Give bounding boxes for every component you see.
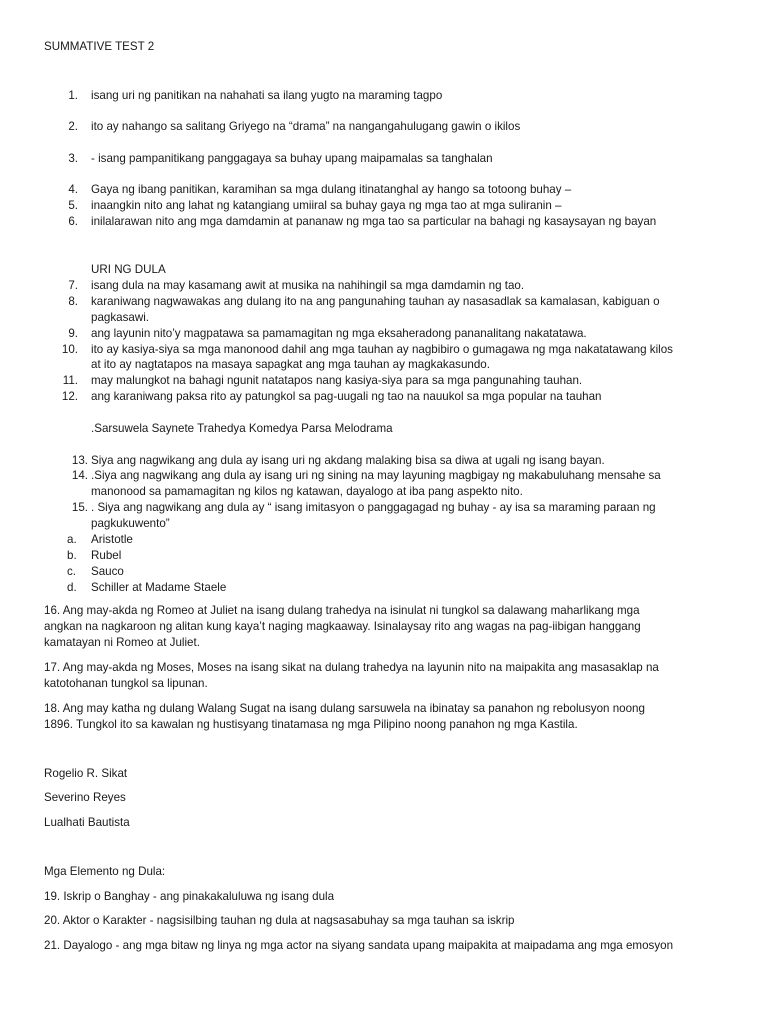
question-text-continued: manonood sa pamamagitan ng kilos ng katawan, dayalogo at iba pang aspekto nito. <box>91 485 523 498</box>
question-number: 3. <box>68 152 78 165</box>
author-name: Rogelio R. Sikat <box>44 767 128 780</box>
question-text: karaniwang nagwawakas ang dulang ito na ang pangunahing tauhan ay nasasadlak sa kamalasan, kabiguan o <box>91 295 660 308</box>
question-text: may malungkot na bahagi ngunit natatapos nang kasiya-siya para sa mga pangunahing tauhan. <box>91 374 583 387</box>
question-text: .Siya ang nagwikang ang dula ay isang uri ng sining na may layuning magbigay ng makabuluhang mensahe sa <box>91 469 661 482</box>
question-number: 10. <box>61 343 78 356</box>
question-number: 15. <box>71 501 88 514</box>
question-number: 13. <box>71 454 88 467</box>
question-text: Siya ang nagwikang ang dula ay isang uri ng akdang malaking bisa sa diwa at ugali ng isang bayan. <box>91 454 605 467</box>
page-title: SUMMATIVE TEST 2 <box>44 40 155 53</box>
paragraph-line: 16. Ang may-akda ng Romeo at Juliet na isang dulang trahedya na isinulat ni tungkol sa dalawang maharlikang mga <box>44 604 640 617</box>
question-number: 12. <box>61 390 78 403</box>
element-item: 21. Dayalogo - ang mga bitaw ng linya ng mga actor na siyang sandata upang maipakita at maipadama ang mga emosyon <box>44 939 674 952</box>
letter-answer: Rubel <box>91 549 122 562</box>
letter-label: a. <box>67 533 77 546</box>
letter-answer: Schiller at Madame Staele <box>91 581 227 594</box>
question-text: - isang pampanitikang panggagaya sa buhay upang maipamalas sa tanghalan <box>91 152 493 165</box>
paragraph-line: angkan na nagkaroon ng alitan kung kaya’t naging magkaaway. Isinalaysay rito ang wagas na pag-iibigan hanggang <box>44 620 641 633</box>
question-text: inilalarawan nito ang mga damdamin at pananaw ng mga tao sa particular na bahagi ng kasaysayan ng bayan <box>91 215 657 228</box>
question-number: 14. <box>71 469 88 482</box>
paragraph-line: 18. Ang may katha ng dulang Walang Sugat na isang dulang sarsuwela na ibinatay sa panahon ng rebolusyon noong <box>44 702 645 715</box>
letter-answer: Aristotle <box>91 533 133 546</box>
letter-label: b. <box>67 549 77 562</box>
paragraph-line: 17. Ang may-akda ng Moses, Moses na isang sikat na dulang trahedya na layunin nito na maipakita ang masasaklap na <box>44 661 659 674</box>
author-name: Lualhati Bautista <box>44 816 130 829</box>
paragraph-line: katotohanan tungkol sa lipunan. <box>44 677 208 690</box>
letter-answer: Sauco <box>91 565 124 578</box>
question-number: 6. <box>68 215 78 228</box>
question-number: 1. <box>68 89 78 102</box>
element-item: 19. Iskrip o Banghay - ang pinakakaluluwa ng isang dula <box>44 890 335 903</box>
question-text-continued: at ito ay nagtatapos na masaya sapagkat ang mga tauhan ay magkakasundo. <box>91 358 490 371</box>
question-text: isang uri ng panitikan na nahahati sa ilang yugto na maraming tagpo <box>91 89 443 102</box>
question-number: 9. <box>68 327 78 340</box>
question-text: ito ay kasiya-siya sa mga manonood dahil ang mga tauhan ay nagbibiro o gumagawa ng mga nakatatawang kilos <box>91 343 673 356</box>
question-number: 5. <box>68 199 78 212</box>
question-text-continued: pagkasawi. <box>91 311 150 324</box>
question-text-continued: pagkukuwento” <box>91 517 170 530</box>
letter-label: c. <box>67 565 77 578</box>
paragraph-line: kamatayan ni Romeo at Juliet. <box>44 636 200 649</box>
section-heading-elements: Mga Elemento ng Dula: <box>44 865 166 878</box>
answer-choices-line: .Sarsuwela Saynete Trahedya Komedya Parsa Melodrama <box>91 422 393 435</box>
element-item: 20. Aktor o Karakter - nagsisilbing tauhan ng dula at nagsasabuhay sa mga tauhan sa iskrip <box>44 914 515 927</box>
question-text: inaangkin nito ang lahat ng katangiang umiiral sa buhay gaya ng mga tao at mga suliranin – <box>91 199 562 212</box>
question-text: ang layunin nito’y magpatawa sa pamamagitan ng mga eksaheradong pananalitang nakatatawa. <box>91 327 587 340</box>
question-number: 11. <box>62 374 78 387</box>
section-heading-uri-ng-dula: URI NG DULA <box>91 263 166 276</box>
question-number: 7. <box>68 279 78 292</box>
question-number: 4. <box>68 183 78 196</box>
letter-label: d. <box>67 581 77 594</box>
question-text: ito ay nahango sa salitang Griyego na “drama” na nangangahulugang gawin o ikilos <box>91 120 521 133</box>
question-text: Gaya ng ibang panitikan, karamihan sa mga dulang itinatanghal ay hango sa totoong buhay – <box>91 183 572 196</box>
question-text: isang dula na may kasamang awit at musika na nahihingil sa mga damdamin ng tao. <box>91 279 525 292</box>
question-number: 2. <box>68 120 78 133</box>
author-name: Severino Reyes <box>44 791 126 804</box>
paragraph-line: 1896. Tungkol ito sa kawalan ng hustisyang tinatamasa ng mga Pilipino noong panahon ng mga Kastila. <box>44 718 578 731</box>
question-number: 8. <box>68 295 78 308</box>
question-text: ang karaniwang paksa rito ay patungkol sa pag-uugali ng tao na nauukol sa mga popular na tauhan <box>91 390 602 403</box>
question-text: . Siya ang nagwikang ang dula ay “ isang imitasyon o panggagagad ng buhay - ay isa sa maraming paraan ng <box>91 501 656 514</box>
